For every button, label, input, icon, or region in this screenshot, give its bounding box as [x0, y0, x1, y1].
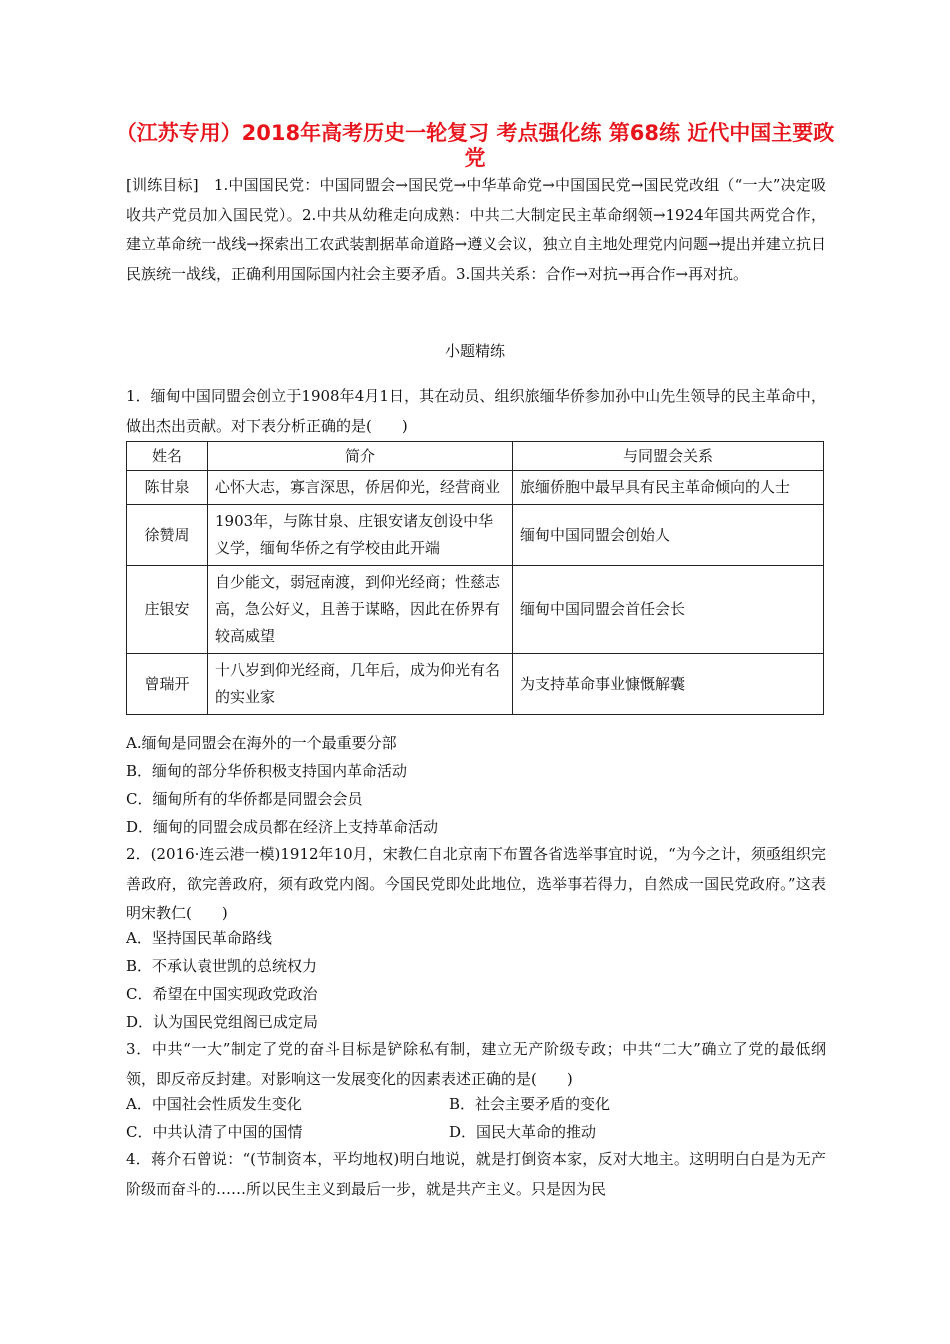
table-cell-name: 陈甘泉: [127, 471, 208, 505]
table-cell-relation: 旅缅侨胞中最早具有民主革命倾向的人士: [513, 471, 824, 505]
question-2-option-c: C．希望在中国实现政党政治: [126, 985, 318, 1003]
section-heading: 小题精练: [444, 342, 505, 360]
table-row: [127, 654, 824, 715]
training-target: [训练目标] 1.中国国民党：中国同盟会→国民党→中华革命党→中国国民党→国民党改组（“一大”决定吸收共产党员加入国民党）。2.中共从幼稚走向成熟：中共二大制定民主革命纲领→1924年国共两党合作，建立革命统一战线→探索出工农武装割据革命道路→遵义会议，独立自主地处理党内问题→提出并建立抗日民族统一战线，正确利用国际国内社会主要矛盾。3.国共关系：合作→对抗→再合作→再对抗。: [126, 176, 826, 283]
question-1-stem: 1．缅甸中国同盟会创立于1908年4月1日，其在动员、组织旅缅华侨参加孙中山先生领导的民主革命中，做出杰出贡献。对下表分析正确的是( ): [126, 387, 826, 435]
question-2-option-d: D．认为国民党组阁已成定局: [126, 1013, 319, 1031]
table-header-cell: 简介: [208, 442, 513, 471]
table-header-row: [127, 442, 824, 471]
table-cell-intro: 十八岁到仰光经商，几年后，成为仰光有名的实业家: [208, 654, 513, 715]
question-1-option-b: B．缅甸的部分华侨积极支持国内革命活动: [126, 762, 408, 780]
table-header-cell: 与同盟会关系: [513, 442, 824, 471]
question-1-option-c: C．缅甸所有的华侨都是同盟会会员: [126, 790, 363, 808]
question-2-option-a: A．坚持国民革命路线: [126, 929, 272, 947]
table-cell-name: 徐赞周: [127, 505, 208, 566]
question-1-option-a: A.缅甸是同盟会在海外的一个最重要分部: [126, 734, 397, 752]
question-2-option-b: B．不承认袁世凯的总统权力: [126, 957, 318, 975]
question-1-option-d: D．缅甸的同盟会成员都在经济上支持革命活动: [126, 818, 439, 836]
document-title: （江苏专用）2018年高考历史一轮复习 考点强化练 第68练 近代中国主要政党: [115, 121, 835, 170]
table-cell-intro: 心怀大志，寡言深思，侨居仰光，经营商业: [208, 471, 513, 505]
table-cell-relation: 为支持革命事业慷慨解囊: [513, 654, 824, 715]
table-row: [127, 566, 824, 654]
question-3-stem: 3．中共“一大”制定了党的奋斗目标是铲除私有制，建立无产阶级专政；中共“二大”确立了党的最低纲领，即反帝反封建。对影响这一发展变化的因素表述正确的是( ): [126, 1040, 826, 1088]
question-2-stem: 2．(2016·连云港一模)1912年10月，宋教仁自北京南下布置各省选举事宜时说，“为今之计，须亟组织完善政府，欲完善政府，须有政党内阁。今国民党即处此地位，选举事若得力，自然成一国民党政府。”这表明宋教仁( ): [126, 845, 826, 922]
question-3-option-b: B．社会主要矛盾的变化: [449, 1095, 611, 1113]
table-cell-intro: 自少能文，弱冠南渡，到仰光经商；性慈志高，急公好义，且善于谋略，因此在侨界有较高威望: [208, 566, 513, 654]
question-3-option-d: D．国民大革命的推动: [449, 1123, 597, 1141]
table-cell-relation: 缅甸中国同盟会首任会长: [513, 566, 824, 654]
table-header-cell: 姓名: [127, 442, 208, 471]
table-cell-intro: 1903年，与陈甘泉、庄银安诸友创设中华义学，缅甸华侨之有学校由此开端: [208, 505, 513, 566]
table-cell-name: 曾瑞开: [127, 654, 208, 715]
table-row: [127, 471, 824, 505]
table-cell-relation: 缅甸中国同盟会创始人: [513, 505, 824, 566]
question-3-option-c: C．中共认清了中国的国情: [126, 1123, 303, 1141]
question-4-stem: 4．蒋介石曾说：“(节制资本，平均地权)明白地说，就是打倒资本家，反对大地主。这明明白白是为无产阶级而奋斗的……所以民生主义到最后一步，就是共产主义。只是因为民: [126, 1150, 826, 1198]
table-row: [127, 505, 824, 566]
question-1-table: [126, 441, 824, 715]
question-3-option-a: A．中国社会性质发生变化: [126, 1095, 302, 1113]
table-cell-name: 庄银安: [127, 566, 208, 654]
